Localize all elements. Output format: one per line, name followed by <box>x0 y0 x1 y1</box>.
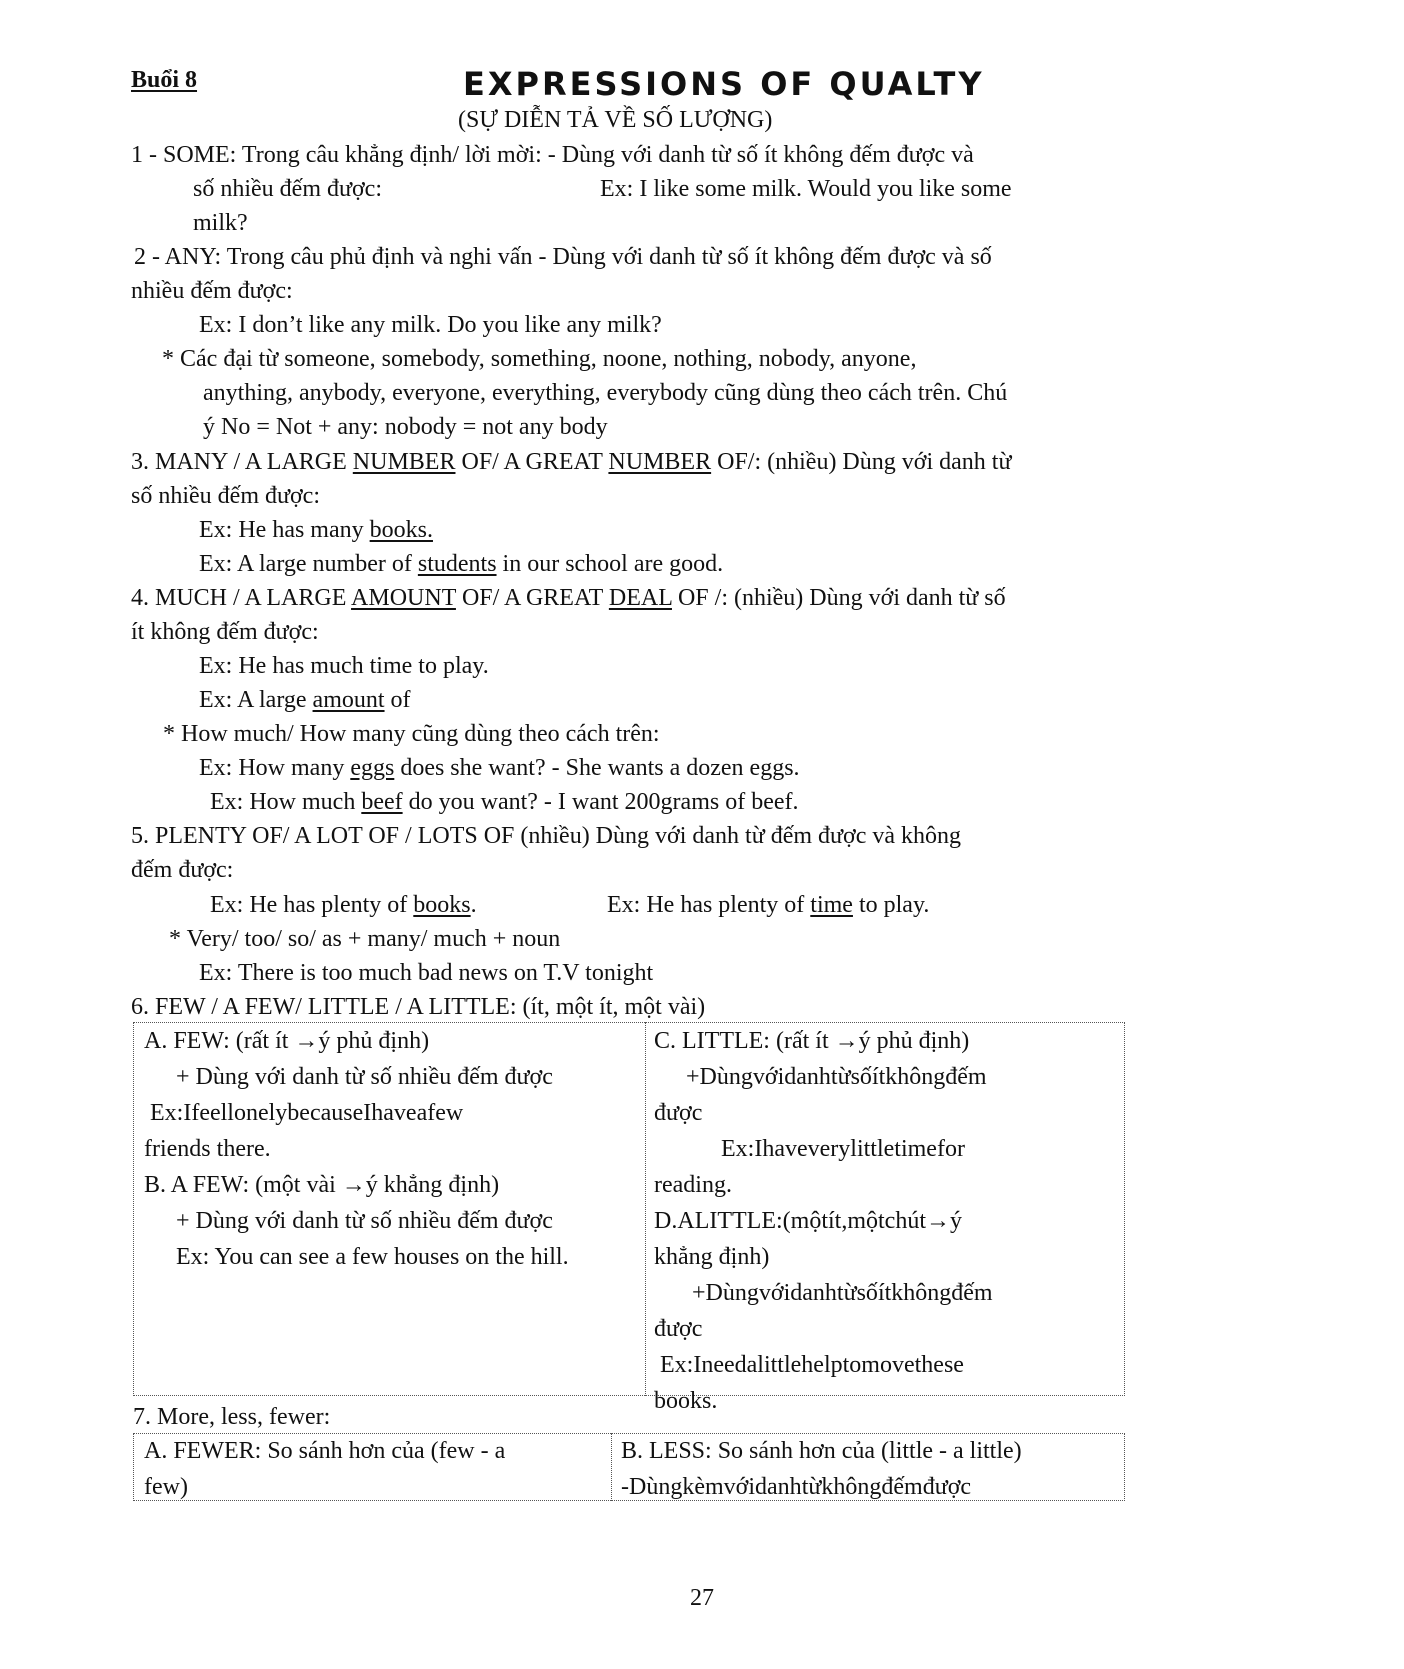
section-1-example: Ex: I like some milk. Would you like some <box>600 176 1012 202</box>
a-few-usage: + Dùng với danh từ số nhiều đếm được <box>176 1208 553 1234</box>
a-little-heading-cont: khẳng định) <box>654 1244 770 1270</box>
section-6-left-cell <box>144 1023 636 1275</box>
section-4-example-3: Ex: How many eggs does she want? - She wants a dozen eggs. <box>199 755 800 781</box>
section-6-heading: 6. FEW / A FEW/ LITTLE / A LITTLE: (ít, một ít, một vài) <box>131 994 706 1020</box>
a-little-example-line-1: Ex:Ineedalittlehelptomovethese <box>660 1352 964 1378</box>
section-2-line-2: nhiều đếm được: <box>131 278 293 304</box>
section-7-right-cell <box>621 1433 1114 1505</box>
section-7-heading: 7. More, less, fewer: <box>133 1404 331 1430</box>
section-4-example-4: Ex: How much beef do you want? - I want 200grams of beef. <box>210 789 799 815</box>
section-5-example-1: Ex: He has plenty of books. <box>210 892 477 918</box>
section-2-note-3: ý No = Not + any: nobody = not any body <box>203 414 608 440</box>
section-5-example-3: Ex: There is too much bad news on T.V tonight <box>199 960 654 986</box>
little-example-line-2: reading. <box>654 1172 732 1198</box>
little-usage-cont: được <box>654 1100 703 1126</box>
section-3-line-2: số nhiều đếm được: <box>131 483 320 509</box>
a-few-heading: B. A FEW: (một vài →ý khẳng định) <box>144 1172 500 1198</box>
a-little-heading: D.ALITTLE:(mộtít,mộtchút→ý <box>654 1208 962 1234</box>
little-heading: C. LITTLE: (rất ít →ý phủ định) <box>654 1028 970 1054</box>
page-number: 27 <box>690 1585 714 1611</box>
section-1-line-2: số nhiều đếm được: <box>193 176 382 202</box>
less-line-1: B. LESS: So sánh hơn của (little - a little) <box>621 1438 1022 1464</box>
section-5-example-2: Ex: He has plenty of time to play. <box>607 892 930 918</box>
section-2-line-1: 2 - ANY: Trong câu phủ định và nghi vấn - Dùng với danh từ số ít không đếm được và số <box>134 244 992 270</box>
section-4-example-2: Ex: A large amount of <box>199 687 411 713</box>
little-example-line-1: Ex:Ihaveverylittletimefor <box>721 1136 965 1162</box>
section-3-line-1: 3. MANY / A LARGE NUMBER OF/ A GREAT NUMBER OF/: (nhiều) Dùng với danh từ <box>131 449 1012 475</box>
section-3-example-2: Ex: A large number of students in our school are good. <box>199 551 724 577</box>
a-few-example: Ex: You can see a few houses on the hill. <box>176 1244 569 1270</box>
section-2-example: Ex: I don’t like any milk. Do you like any milk? <box>199 312 662 338</box>
section-6-right-cell <box>654 1023 1114 1419</box>
section-2-note-2: anything, anybody, everyone, everything, everybody cũng dùng theo cách trên. Chú <box>203 380 1008 406</box>
section-6-table-divider <box>645 1022 646 1396</box>
section-4-line-2: ít không đếm được: <box>131 619 319 645</box>
section-1-line-3: milk? <box>193 210 248 236</box>
section-5-note: * Very/ too/ so/ as + many/ much + noun <box>169 926 561 952</box>
section-7-table-divider <box>611 1433 612 1501</box>
few-example-line-1: Ex:IfeellonelybecauseIhaveafew <box>150 1100 464 1126</box>
a-little-example-line-2: books. <box>654 1388 718 1414</box>
few-heading: A. FEW: (rất ít →ý phủ định) <box>144 1028 430 1054</box>
a-little-usage: +Dùngvớidanhtừsốítkhôngđếm <box>692 1280 993 1306</box>
section-4-line-1: 4. MUCH / A LARGE AMOUNT OF/ A GREAT DEAL OF /: (nhiều) Dùng với danh từ số <box>131 585 1006 611</box>
section-5-line-2: đếm được: <box>131 857 234 883</box>
section-2-note-1: * Các đại từ someone, somebody, something, noone, nothing, nobody, anyone, <box>162 346 917 372</box>
fewer-line-2: few) <box>144 1474 188 1500</box>
section-1-line-1: 1 - SOME: Trong câu khẳng định/ lời mời: - Dùng với danh từ số ít không đếm được và <box>131 142 974 168</box>
few-usage: + Dùng với danh từ số nhiều đếm được <box>176 1064 553 1090</box>
section-4-example-1: Ex: He has much time to play. <box>199 653 489 679</box>
little-usage: +Dùngvớidanhtừsốítkhôngđếm <box>686 1064 987 1090</box>
fewer-line-1: A. FEWER: So sánh hơn của (few - a <box>144 1438 506 1464</box>
few-example-line-2: friends there. <box>144 1136 271 1162</box>
page-title: EXPRESSIONS OF QUALTY <box>463 65 985 103</box>
less-line-2: -Dùngkèmvớidanhtừkhôngđếmđược <box>621 1474 972 1500</box>
a-little-usage-cont: được <box>654 1316 703 1342</box>
section-5-line-1: 5. PLENTY OF/ A LOT OF / LOTS OF (nhiều) Dùng với danh từ đếm được và không <box>131 823 962 849</box>
page-subtitle: (SỰ DIỄN TẢ VỀ SỐ LƯỢNG) <box>458 107 773 133</box>
section-3-example-1: Ex: He has many books. <box>199 517 433 543</box>
lesson-label: Buổi 8 <box>131 67 198 93</box>
section-4-note: * How much/ How many cũng dùng theo cách trên: <box>163 721 660 747</box>
section-7-left-cell <box>144 1433 604 1505</box>
